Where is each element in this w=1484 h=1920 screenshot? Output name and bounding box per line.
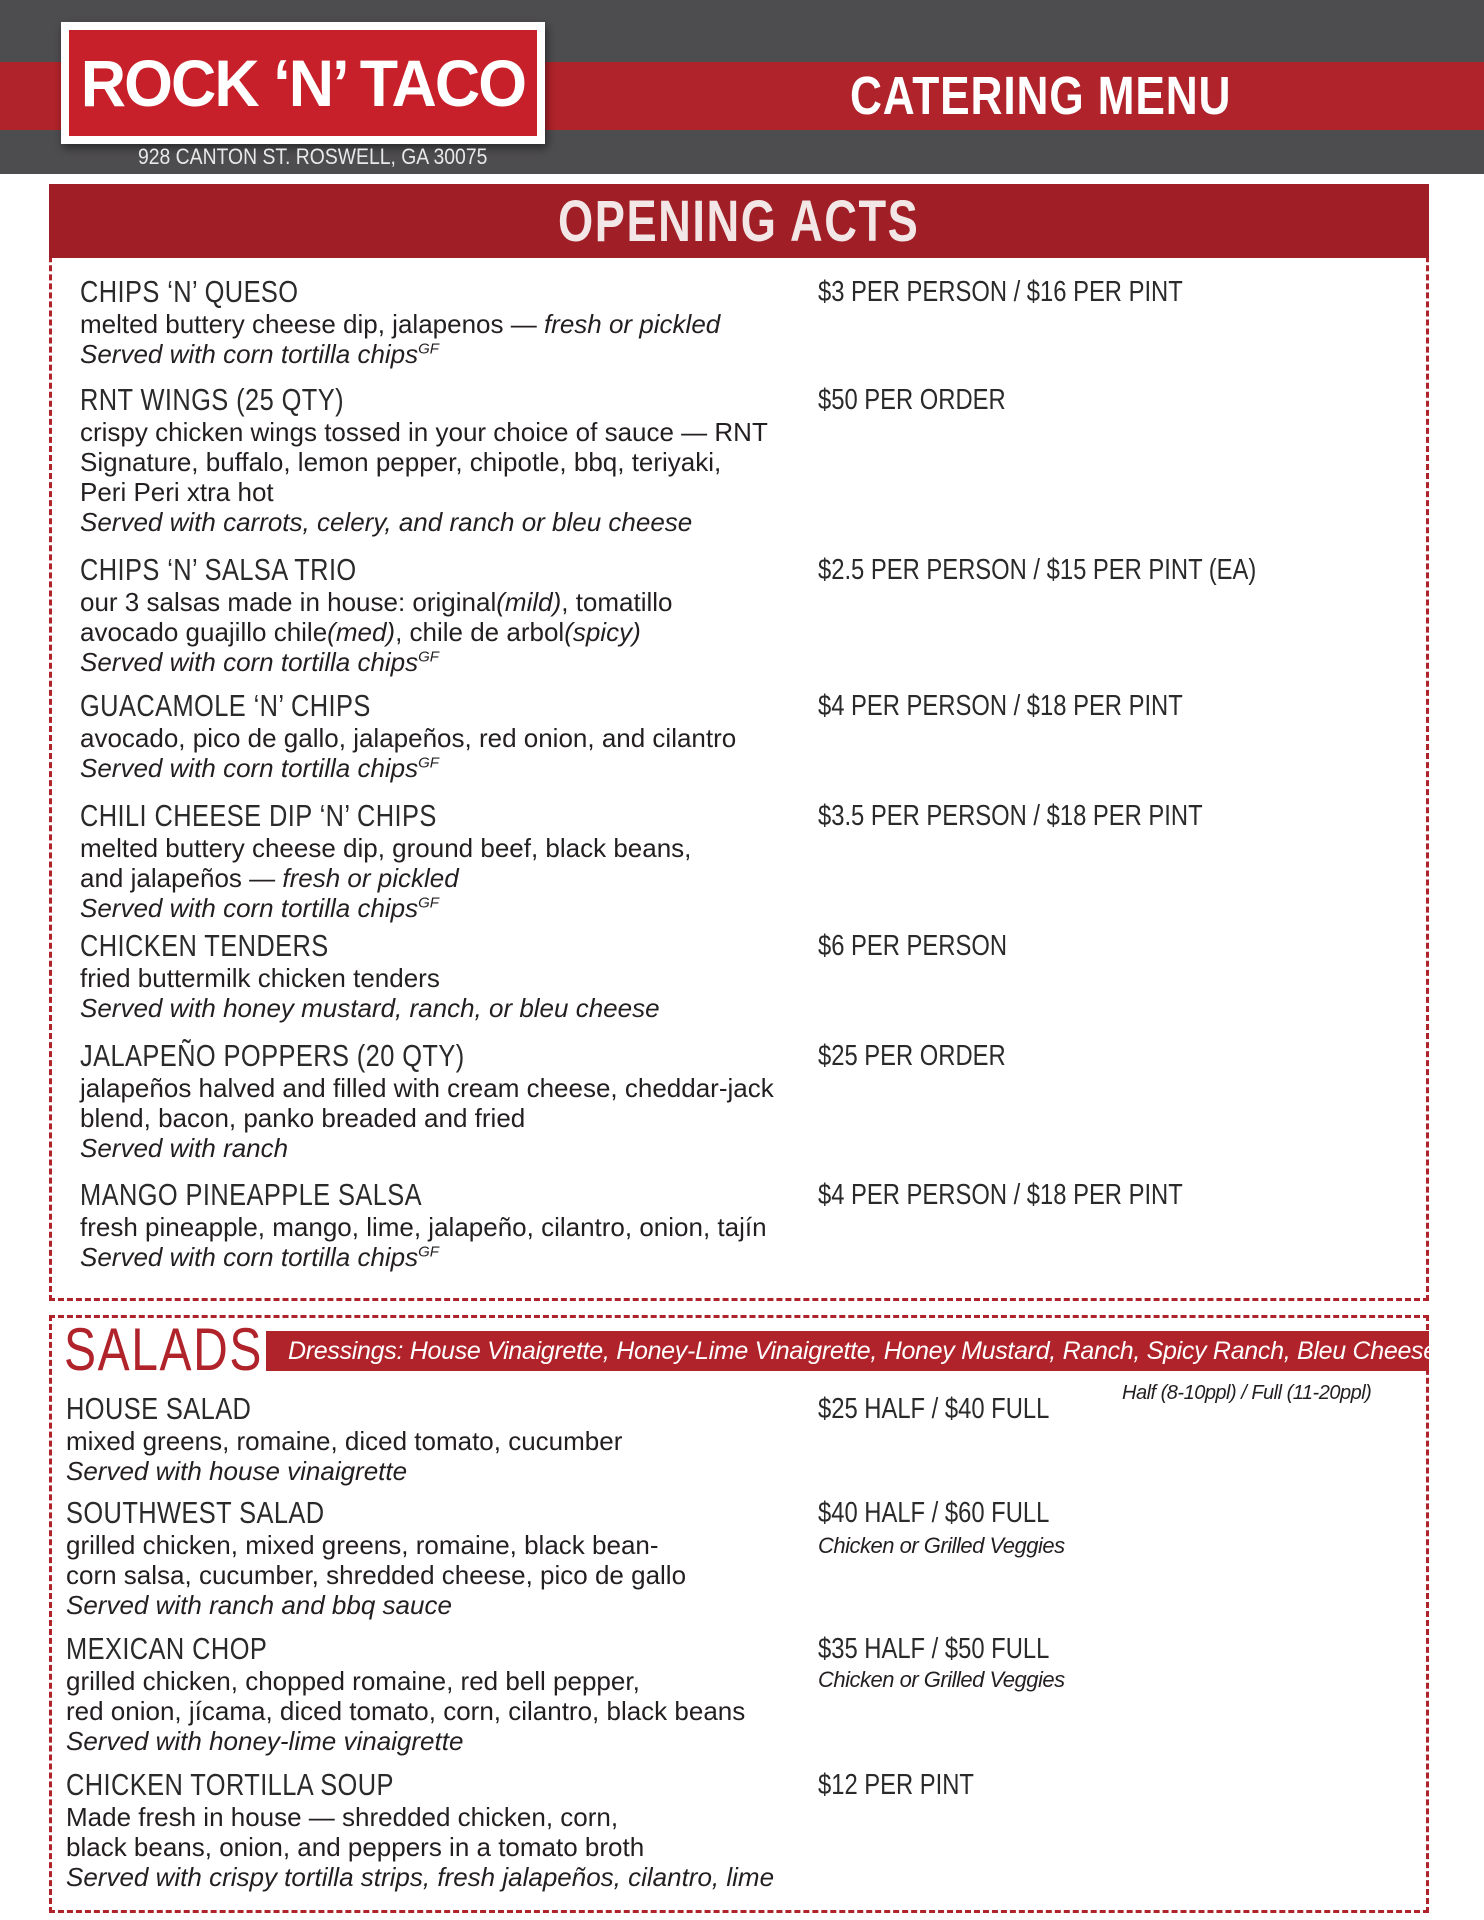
item-description: avocado guajillo chile(med), chile de arbol(spicy): [80, 617, 641, 647]
item-name: RNT WINGS (25 QTY): [80, 382, 344, 417]
gluten-free-mark: GF: [418, 754, 439, 772]
item-name: JALAPEÑO POPPERS (20 QTY): [80, 1038, 465, 1073]
item-description: fried buttermilk chicken tenders: [80, 963, 440, 993]
gluten-free-mark: GF: [418, 340, 439, 358]
item-price: $40 HALF / $60 FULL: [818, 1497, 1050, 1529]
menu-item-chicken-tortilla-soup: [66, 1768, 774, 1892]
item-description: fresh pineapple, mango, lime, jalapeño, cilantro, onion, tajín: [80, 1212, 767, 1242]
item-served-with: Served with corn tortilla chips$^{GF}$: [80, 893, 439, 923]
item-description: grilled chicken, mixed greens, romaine, black bean-: [66, 1530, 659, 1560]
logo-text: ROCK ‘N’ TACO: [80, 46, 526, 120]
item-price: $4 PER PERSON / $18 PER PINT: [818, 690, 1183, 722]
item-price: $50 PER ORDER: [818, 384, 1006, 416]
page-title: CATERING MENU: [850, 66, 1232, 126]
item-description: crispy chicken wings tossed in your choice of sauce — RNT: [80, 417, 768, 447]
item-served-with: Served with ranch and bbq sauce: [66, 1590, 452, 1620]
item-served-with: Served with ranch: [80, 1133, 289, 1163]
item-name: CHIPS ‘N’ SALSA TRIO: [80, 552, 357, 587]
dressings-list: Dressings: House Vinaigrette, Honey-Lime Vinaigrette, Honey Mustard, Ranch, Spicy Ranch, Bleu Cheese: [288, 1336, 1437, 1365]
item-served-with: Served with crispy tortilla strips, fresh jalapeños, cilantro, lime: [66, 1862, 775, 1892]
menu-item-chili-cheese-dip: [80, 799, 691, 923]
menu-item-chips-queso: [80, 275, 720, 369]
item-served-with: Served with corn tortilla chips$^{GF}$: [80, 1242, 439, 1272]
menu-item-house-salad: [66, 1392, 622, 1486]
item-name: MANGO PINEAPPLE SALSA: [80, 1177, 423, 1212]
salads-title: SALADS: [64, 1316, 264, 1383]
item-description: grilled chicken, chopped romaine, red bell pepper,: [66, 1666, 640, 1696]
item-description: corn salsa, cucumber, shredded cheese, pico de gallo: [66, 1560, 687, 1590]
item-description: black beans, onion, and peppers in a tomato broth: [66, 1832, 645, 1862]
section-title: OPENING ACTS: [558, 188, 920, 254]
menu-item-guacamole-chips: [80, 689, 736, 783]
item-name: SOUTHWEST SALAD: [66, 1495, 325, 1530]
menu-item-mango-pineapple-salsa: [80, 1178, 767, 1272]
item-price: $6 PER PERSON: [818, 930, 1007, 962]
menu-item-rnt-wings: [80, 383, 768, 537]
menu-item-mexican-chop: [66, 1632, 745, 1756]
logo-red-panel: [69, 30, 537, 136]
item-served-with: Served with corn tortilla chips$^{GF}$: [80, 339, 439, 369]
item-name: CHICKEN TENDERS: [80, 928, 329, 963]
item-served-with: Served with corn tortilla chips$^{GF}$: [80, 647, 439, 677]
menu-item-southwest-salad: [66, 1496, 686, 1620]
logo: [61, 22, 545, 144]
item-description: Peri Peri xtra hot: [80, 477, 274, 507]
item-description: melted buttery cheese dip, ground beef, black beans,: [80, 833, 692, 863]
item-description: jalapeños halved and filled with cream cheese, cheddar-jack: [80, 1073, 774, 1103]
item-description: avocado, pico de gallo, jalapeños, red onion, and cilantro: [80, 723, 737, 753]
item-option-note: Chicken or Grilled Veggies: [818, 1533, 1065, 1558]
item-price: $2.5 PER PERSON / $15 PER PINT (EA): [818, 554, 1257, 586]
item-served-with: Served with carrots, celery, and ranch or bleu cheese: [80, 507, 693, 537]
item-served-with: Served with corn tortilla chips$^{GF}$: [80, 753, 439, 783]
item-name: GUACAMOLE ‘N’ CHIPS: [80, 688, 371, 723]
item-description: Signature, buffalo, lemon pepper, chipotle, bbq, teriyaki,: [80, 447, 722, 477]
item-description: mixed greens, romaine, diced tomato, cucumber: [66, 1426, 623, 1456]
item-price: $3.5 PER PERSON / $18 PER PINT: [818, 800, 1203, 832]
item-price: $25 HALF / $40 FULL: [818, 1393, 1050, 1425]
item-served-with: Served with honey mustard, ranch, or bleu cheese: [80, 993, 660, 1023]
item-price: $12 PER PINT: [818, 1769, 974, 1801]
item-name: HOUSE SALAD: [66, 1391, 252, 1426]
item-price: $4 PER PERSON / $18 PER PINT: [818, 1179, 1183, 1211]
opening-acts-banner: [49, 184, 1429, 258]
item-description: our 3 salsas made in house: original(mild), tomatillo: [80, 587, 673, 617]
dressings-bar: [266, 1331, 1437, 1371]
item-description: and jalapeños — fresh or pickled: [80, 863, 459, 893]
menu-item-chicken-tenders: [80, 929, 660, 1023]
item-description: Made fresh in house — shredded chicken, corn,: [66, 1802, 619, 1832]
gluten-free-mark: GF: [418, 1243, 439, 1261]
item-served-with: Served with house vinaigrette: [66, 1456, 408, 1486]
item-price: $25 PER ORDER: [818, 1040, 1006, 1072]
item-price: $3 PER PERSON / $16 PER PINT: [818, 276, 1183, 308]
menu-item-jalapeno-poppers: [80, 1039, 774, 1163]
item-name: MEXICAN CHOP: [66, 1631, 268, 1666]
restaurant-address: 928 CANTON ST. ROSWELL, GA 30075: [138, 144, 488, 169]
item-description: red onion, jícama, diced tomato, corn, cilantro, black beans: [66, 1696, 746, 1726]
item-name: CHICKEN TORTILLA SOUP: [66, 1767, 394, 1802]
item-price: $35 HALF / $50 FULL: [818, 1633, 1050, 1665]
item-name: CHILI CHEESE DIP ‘N’ CHIPS: [80, 798, 437, 833]
item-served-with: Served with honey-lime vinaigrette: [66, 1726, 464, 1756]
item-option-note: Chicken or Grilled Veggies: [818, 1667, 1065, 1692]
menu-item-chips-salsa-trio: [80, 553, 673, 677]
item-description: blend, bacon, panko breaded and fried: [80, 1103, 526, 1133]
item-name: CHIPS ‘N’ QUESO: [80, 274, 299, 309]
gluten-free-mark: GF: [418, 894, 439, 912]
gluten-free-mark: GF: [418, 648, 439, 666]
item-description: melted buttery cheese dip, jalapenos — fresh or pickled: [80, 309, 721, 339]
portion-size-note: Half (8-10ppl) / Full (11-20ppl): [1122, 1382, 1372, 1404]
